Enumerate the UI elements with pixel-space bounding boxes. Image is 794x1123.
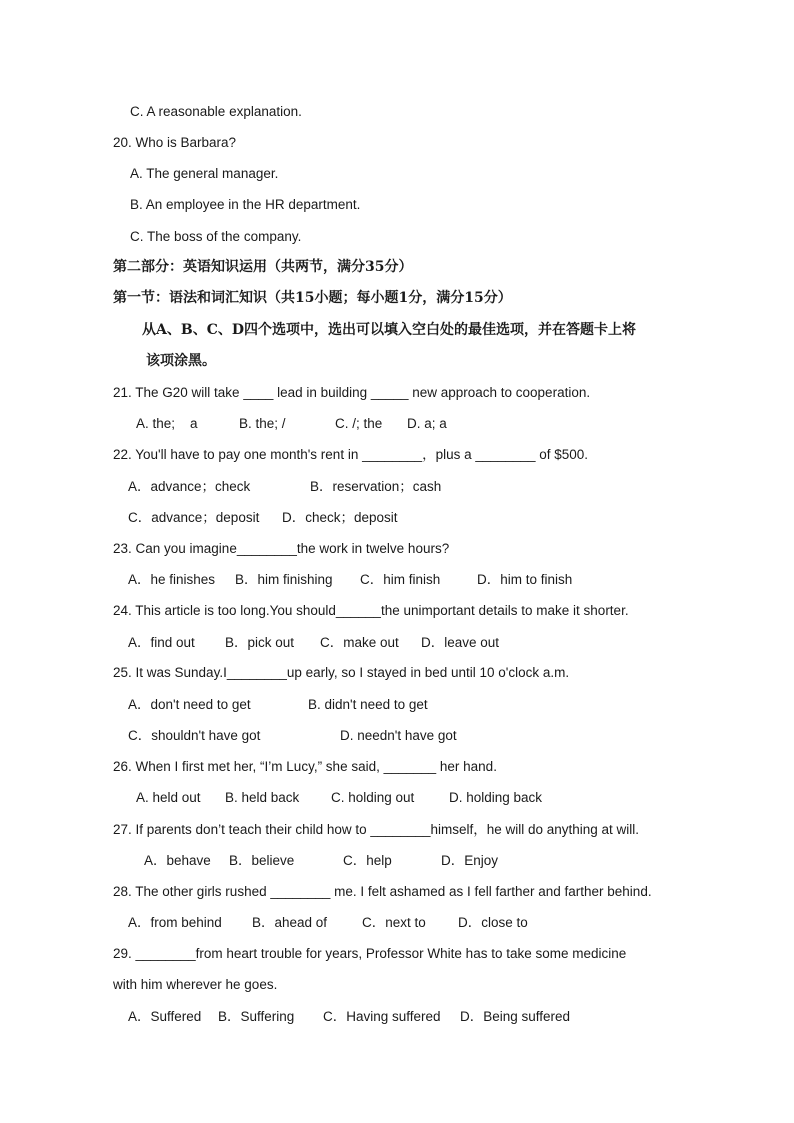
q23-option-b: B．him finishing (235, 572, 333, 587)
q20-option-c: C. The boss of the company. (130, 229, 302, 244)
q24-option-b: B．pick out (225, 635, 295, 650)
q23-stem: 23. Can you imagine________the work in twelve hours? (113, 541, 450, 556)
q27-option-d: D．Enjoy (441, 853, 499, 868)
q26-option-d: D. holding back (449, 790, 543, 805)
instruction-line1: 从A、B、C、D四个选项中，选出可以填入空白处的最佳选项，并在答题卡上将 (142, 322, 636, 338)
section1-heading: 第一节：语法和词汇知识（共15小题；每小题1分，满分15分） (113, 290, 512, 306)
part2-heading: 第二部分：英语知识运用（共两节，满分35分） (113, 259, 413, 275)
q22-option-c: C．advance；deposit (128, 510, 260, 525)
q29-option-c: C．Having suffered (323, 1009, 441, 1024)
q28-stem: 28. The other girls rushed ________ me. I felt ashamed as I fell farther and farther behind. (113, 884, 652, 899)
q21-option-b: B. the; / (239, 416, 286, 431)
q29-stem: 29. ________from heart trouble for years, Professor White has to take some medicine (113, 946, 627, 961)
q26-stem: 26. When I first met her, “I’m Lucy,” she said, _______ her hand. (113, 759, 497, 774)
q20-stem: 20. Who is Barbara? (113, 135, 237, 150)
q21-option-c: C. /; the (335, 416, 383, 431)
q29-option-b: B．Suffering (218, 1009, 295, 1024)
q28-option-d: D．close to (458, 915, 528, 930)
q28-option-c: C．next to (362, 915, 426, 930)
q23-option-c: C．him finish (360, 572, 441, 587)
q28-option-b: B．ahead of (252, 915, 328, 930)
q22-stem: 22. You'll have to pay one month's rent in ________，plus a ________ of $500. (113, 447, 589, 462)
q27-option-c: C．help (343, 853, 392, 868)
q24-option-c: C．make out (320, 635, 399, 650)
q22-option-d: D．check；deposit (282, 510, 398, 525)
q25-option-a: A．don't need to get (128, 697, 251, 712)
q25-stem: 25. It was Sunday.I________up early, so I stayed in bed until 10 o'clock a.m. (113, 665, 570, 680)
q27-option-b: B．believe (229, 853, 295, 868)
q26-option-a: A. held out (136, 790, 201, 805)
q21-stem: 21. The G20 will take ____ lead in building _____ new approach to cooperation. (113, 385, 591, 400)
q24-stem: 24. This article is too long.You should______the unimportant details to make it shorter. (113, 603, 629, 618)
q22-option-b: B．reservation；cash (310, 479, 442, 494)
q25-option-d: D. needn't have got (340, 728, 457, 743)
q24-option-a: A．find out (128, 635, 195, 650)
q25-option-c: C．shouldn't have got (128, 728, 261, 743)
q29-option-d: D．Being suffered (460, 1009, 571, 1024)
q22-option-a: A．advance；check (128, 479, 251, 494)
instruction-line2: 该项涂黑。 (146, 353, 216, 369)
q27-stem: 27. If parents don’t teach their child how to ________himself，he will do anything at will. (113, 822, 640, 837)
q21-option-a: A. the; a (136, 416, 198, 431)
q25-option-b: B. didn't need to get (308, 697, 428, 712)
q27-option-a: A．behave (144, 853, 211, 868)
q26-option-b: B. held back (225, 790, 300, 805)
q23-option-d: D．him to finish (477, 572, 573, 587)
q23-option-a: A．he finishes (128, 572, 216, 587)
q20-option-a: A. The general manager. (130, 166, 279, 181)
q29-option-a: A．Suffered (128, 1009, 202, 1024)
q24-option-d: D．leave out (421, 635, 500, 650)
q26-option-c: C. holding out (331, 790, 415, 805)
q19-option-c: C. A reasonable explanation. (130, 104, 302, 119)
q20-option-b: B. An employee in the HR department. (130, 197, 361, 212)
q21-option-d: D. a; a (407, 416, 447, 431)
q28-option-a: A．from behind (128, 915, 222, 930)
q29-stem-continued: with him wherever he goes. (113, 977, 278, 992)
